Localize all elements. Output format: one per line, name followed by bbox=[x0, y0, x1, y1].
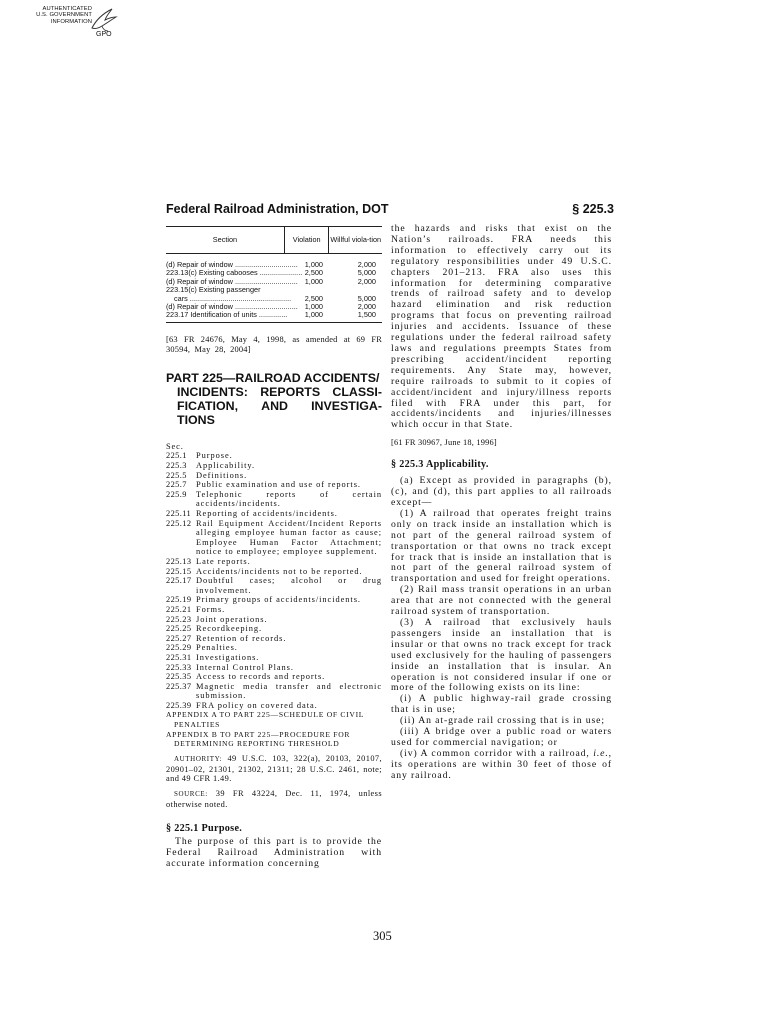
page-number: 305 bbox=[373, 929, 392, 943]
part-heading-line bbox=[166, 385, 382, 399]
toc-number: 225.33 bbox=[166, 662, 192, 672]
toc-number: 225.13 bbox=[166, 556, 192, 566]
cell-violation: 1,000 bbox=[304, 302, 323, 312]
authentication-text bbox=[30, 6, 92, 25]
toc-number: 225.3 bbox=[166, 461, 187, 471]
toc-entry[interactable] bbox=[166, 519, 382, 557]
part-heading-line: PART 225—RAILROAD ACCIDENTS/ bbox=[166, 370, 380, 385]
toc-title: Forms. bbox=[196, 604, 226, 614]
toc-number: 225.15 bbox=[166, 566, 192, 576]
toc-title: Purpose. bbox=[196, 451, 233, 461]
heading-word: AND bbox=[261, 398, 288, 413]
part-heading-line: TIONS bbox=[177, 412, 215, 427]
toc-entry[interactable] bbox=[166, 471, 382, 481]
section-marker: § 225.3 bbox=[572, 202, 614, 216]
toc-entry[interactable] bbox=[166, 624, 382, 634]
header-section: Section bbox=[212, 234, 238, 244]
toc-entry[interactable] bbox=[166, 557, 382, 567]
eagle-icon bbox=[88, 6, 118, 34]
section-225-1-heading: § 225.1 Purpose. bbox=[166, 822, 243, 834]
toc-title: Recordkeeping. bbox=[196, 624, 263, 634]
toc-entry[interactable] bbox=[166, 672, 382, 682]
part-heading bbox=[166, 371, 382, 427]
gpo-mark: GPO bbox=[96, 31, 112, 38]
heading-word: INCIDENTS: bbox=[177, 384, 248, 399]
cell-violation: 1,000 bbox=[304, 276, 323, 286]
toc-number: 225.17 bbox=[166, 576, 192, 586]
toc-number: 225.9 bbox=[166, 489, 187, 499]
table-body bbox=[166, 254, 382, 323]
para-italic: i.e. bbox=[593, 747, 609, 759]
section-225-3-heading: § 225.3 Applicability. bbox=[391, 459, 489, 471]
toc-entry[interactable] bbox=[166, 615, 382, 625]
heading-word: FICATION, bbox=[177, 398, 239, 413]
toc-entry[interactable] bbox=[166, 490, 382, 509]
authority-note bbox=[166, 754, 382, 784]
para-text: (iv) A common corridor with a railroad, bbox=[400, 747, 594, 759]
toc-number: 225.29 bbox=[166, 643, 192, 653]
cell-violation: 2,500 bbox=[304, 268, 323, 278]
cell-violation: 1,000 bbox=[304, 260, 323, 269]
para-text: , its operations are within 30 feet of those of any railroad. bbox=[391, 747, 612, 781]
source-label: SOURCE: bbox=[174, 790, 208, 799]
gpo-authentication-logo bbox=[30, 6, 142, 42]
cell-violation: 2,500 bbox=[304, 293, 323, 303]
toc-appendix-a[interactable]: APPENDIX A TO PART 225—SCHEDULE OF CIVIL PENALTIES bbox=[166, 710, 364, 730]
cell-section: cars .................................................. bbox=[174, 293, 292, 303]
toc-entry[interactable] bbox=[166, 653, 382, 663]
cell-section: (d) Repair of window ............................... bbox=[166, 260, 298, 269]
toc-number: 225.11 bbox=[166, 509, 192, 518]
header-violation: Violation bbox=[284, 227, 329, 253]
toc-title: Definitions. bbox=[196, 470, 248, 480]
header-willful-violation: Willful viola-tion bbox=[328, 227, 382, 253]
section-225-3-intro: (a) Except as provided in paragraphs (b), (c), and (d), this part applies to all railroads except— bbox=[391, 475, 612, 509]
authority-label: AUTHORITY: bbox=[174, 754, 223, 763]
cell-section: (d) Repair of window ............................... bbox=[166, 276, 298, 286]
part-heading-line bbox=[166, 399, 382, 413]
section-225-1-body-left: The purpose of this part is to provide the Federal Railroad Administration with accurate information concerning bbox=[166, 835, 382, 869]
cell-section: 223.13(c) Existing cabooses ..................... bbox=[166, 268, 303, 278]
section-225-3-para-1: (1) A railroad that operates freight trains only on track inside an installation which is not part of the general railroad system of transportation or that owns no track except for track that is inside an installation that is not part of the general railroad system of transportation and used for freight operations. bbox=[391, 507, 612, 585]
cell-willful: 5,000 bbox=[357, 268, 376, 278]
toc-title: Rail Equipment Accident/Incident Reports alleging employee human factor as cause; Employee Human Factor Attachment; notice to employee; employee supplement. bbox=[196, 518, 382, 557]
cell-section: 223.15(c) Existing passenger bbox=[166, 285, 261, 295]
cell-section: (d) Repair of window ............................... bbox=[166, 302, 298, 312]
toc-title: Retention of records. bbox=[196, 633, 287, 643]
toc-entry[interactable] bbox=[166, 461, 382, 471]
toc-number: 225.7 bbox=[166, 480, 187, 490]
section-225-1-citation: [61 FR 30967, June 18, 1996] bbox=[391, 438, 497, 448]
toc-number: 225.1 bbox=[166, 451, 187, 461]
section-225-3-para-3-ii: (ii) An at-grade rail crossing that is in use; bbox=[400, 715, 605, 727]
toc-number: 225.21 bbox=[166, 604, 192, 614]
toc-number: 225.23 bbox=[166, 614, 192, 624]
toc-appendix-b[interactable]: APPENDIX B TO PART 225—PROCEDURE FOR DETERMINING REPORTING THRESHOLD bbox=[166, 729, 351, 749]
toc-number: 225.25 bbox=[166, 624, 192, 634]
logo-line-2: U.S. GOVERNMENT bbox=[36, 12, 92, 19]
heading-word: INVESTIGA- bbox=[311, 398, 382, 413]
toc-label: Sec. bbox=[166, 441, 184, 451]
toc-title: Late reports. bbox=[196, 556, 251, 566]
section-225-3-para-3-iii: (iii) A bridge over a public road or waters used for commercial navigation; or bbox=[391, 726, 612, 748]
source-text: 39 FR 43224, Dec. 11, 1974, unless otherwise noted. bbox=[166, 789, 382, 810]
toc-number: 225.39 bbox=[166, 700, 192, 710]
toc-entry[interactable] bbox=[166, 605, 382, 615]
toc-entry[interactable] bbox=[166, 663, 382, 673]
toc-entry[interactable] bbox=[166, 576, 382, 595]
toc-title: Access to records and reports. bbox=[196, 672, 326, 682]
toc-entry[interactable] bbox=[166, 634, 382, 644]
toc-title: Penalties. bbox=[196, 643, 238, 653]
toc-entry[interactable] bbox=[166, 567, 382, 577]
toc-title: Public examination and use of reports. bbox=[196, 480, 361, 490]
cell-violation: 1,000 bbox=[304, 310, 323, 320]
agency-title: Federal Railroad Administration, DOT bbox=[166, 202, 389, 216]
right-column bbox=[391, 224, 612, 782]
table-of-contents bbox=[166, 442, 382, 749]
cell-willful: 2,000 bbox=[357, 260, 376, 269]
toc-title: Magnetic media transfer and electronic submission. bbox=[196, 681, 382, 701]
cell-willful: 5,000 bbox=[357, 293, 376, 303]
cell-willful: 2,000 bbox=[357, 302, 376, 312]
section-225-3-para-3: (3) A railroad that exclusively hauls passengers inside an installation that is insular or that owns no track except for track used exclusively for the hauling of passengers inside an installation that is insular. An operation is not considered insular if one or more of the following exists on its line: bbox=[391, 617, 612, 694]
toc-number: 225.19 bbox=[166, 595, 192, 605]
toc-number: 225.37 bbox=[166, 681, 192, 691]
toc-title: Doubtful cases; alcohol or drug involvement. bbox=[196, 576, 382, 595]
table-header bbox=[166, 227, 382, 254]
cell-section: 223.17 Identification of units .............. bbox=[166, 310, 288, 320]
toc-entry[interactable] bbox=[166, 701, 382, 711]
cell-willful: 1,500 bbox=[357, 310, 376, 320]
toc-entry[interactable] bbox=[166, 595, 382, 605]
heading-word: CLASSI- bbox=[332, 384, 382, 399]
toc-title: FRA policy on covered data. bbox=[196, 700, 318, 710]
authority-text: 49 U.S.C. 103, 322(a), 20103, 20107, 20901–02, 21301, 21302, 21311; 28 U.S.C. 2461, note; and 49 CFR 1.49. bbox=[166, 753, 382, 784]
toc-entry[interactable] bbox=[166, 451, 382, 461]
toc-title: Reporting of accidents/incidents. bbox=[196, 509, 338, 518]
toc-number: 225.12 bbox=[166, 518, 192, 528]
toc-number: 225.27 bbox=[166, 633, 192, 643]
section-225-3-para-3-i: (i) A public highway-rail grade crossing that is in use; bbox=[391, 693, 612, 716]
logo-line-3: INFORMATION bbox=[50, 18, 92, 25]
table-row bbox=[166, 311, 382, 319]
penalty-schedule-table bbox=[166, 226, 382, 323]
running-head bbox=[166, 202, 614, 220]
toc-entry[interactable] bbox=[166, 643, 382, 653]
toc-entry[interactable] bbox=[166, 509, 382, 519]
left-column bbox=[166, 226, 382, 870]
toc-title: Investigations. bbox=[196, 652, 260, 662]
toc-title: Applicability. bbox=[196, 461, 256, 471]
section-225-1-body-right: the hazards and risks that exist on the Nation’s railroads. FRA needs this information to effectively carry out its regulatory responsibilities under 49 U.S.C. chapters 201–213. FRA also uses this information for determining comparative trends of railroad safety and to develop hazard elimination and risk reduction programs that focus on preventing railroad injuries and accidents. Issuance of these regulations under the federal railroad safety laws and regulations preempts States from prescribing accident/incident reporting requirements. Any State may, however, require railroads to submit to it copies of accident/incident and injury/illness reports filed with FRA under this part, for accidents/incidents and injuries/illnesses which occur in that State. bbox=[391, 223, 612, 431]
cell-willful: 2,000 bbox=[357, 276, 376, 286]
toc-number: 225.31 bbox=[166, 652, 192, 662]
section-225-3-para-3-iv bbox=[391, 749, 612, 782]
toc-title: Joint operations. bbox=[196, 614, 268, 624]
toc-entry[interactable] bbox=[166, 682, 382, 701]
heading-word: REPORTS bbox=[260, 384, 321, 399]
section-225-3-para-2: (2) Rail mass transit operations in an urban area that are not connected with the general railroad system of transportation. bbox=[391, 584, 612, 618]
toc-title: Telephonic reports of certain accidents/incidents. bbox=[196, 489, 382, 509]
toc-title: Primary groups of accidents/incidents. bbox=[196, 595, 361, 605]
table-citation: [63 FR 24676, May 4, 1998, as amended at 69 FR 30594, May 28, 2004] bbox=[166, 334, 382, 354]
logo-line-1: AUTHENTICATED bbox=[42, 6, 92, 12]
toc-title: Internal Control Plans. bbox=[196, 662, 294, 672]
toc-entry[interactable] bbox=[166, 480, 382, 490]
source-note bbox=[166, 789, 382, 810]
toc-number: 225.35 bbox=[166, 672, 192, 682]
toc-number: 225.5 bbox=[166, 470, 187, 480]
toc-title: Accidents/incidents not to be reported. bbox=[196, 566, 363, 576]
